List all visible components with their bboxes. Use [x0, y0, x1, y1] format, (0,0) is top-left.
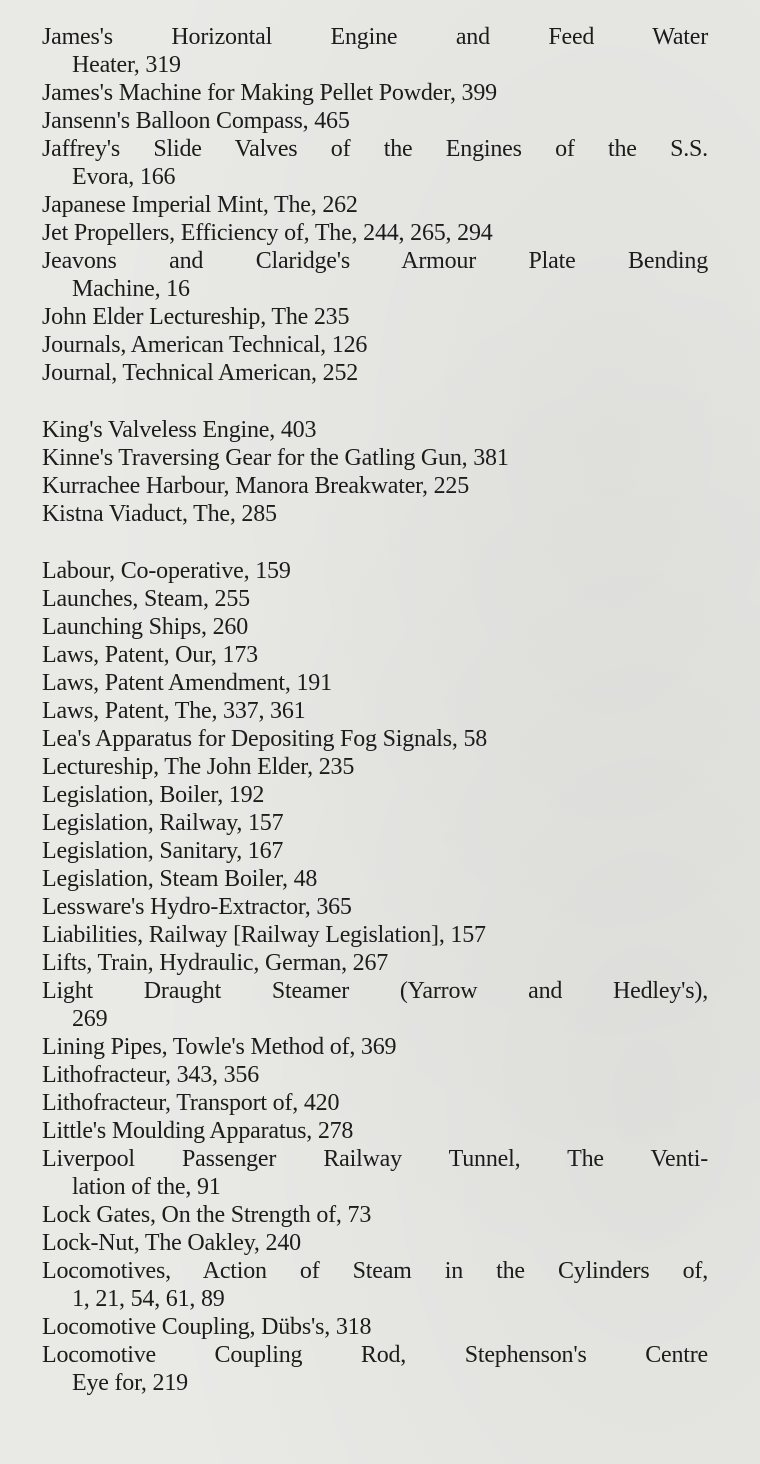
- index-group: [42, 416, 708, 528]
- index-entry: [42, 1201, 708, 1229]
- index-entry: [42, 472, 708, 500]
- index-entry: [42, 1117, 708, 1145]
- entry-text: Kinne's Traversing Gear for the Gatling Gun, 381: [42, 445, 509, 471]
- entry-text: King's Valveless Engine, 403: [42, 417, 317, 443]
- index-entry: [42, 837, 708, 865]
- index-entry: [42, 359, 708, 387]
- index-entry: [42, 921, 708, 949]
- entry-continuation: Machine, 16: [72, 276, 190, 302]
- index-entry: [42, 697, 708, 725]
- index-entry: [42, 641, 708, 669]
- entry-text: Legislation, Sanitary, 167: [42, 838, 284, 864]
- entry-text: Lectureship, The John Elder, 235: [42, 754, 355, 780]
- index-entry: [42, 753, 708, 781]
- entry-text: Locomotive Coupling, Dübs's, 318: [42, 1314, 372, 1340]
- index-entry: [42, 135, 708, 191]
- index-entry: [42, 585, 708, 613]
- entry-text: Labour, Co-operative, 159: [42, 558, 291, 584]
- index-entry: [42, 557, 708, 585]
- index-entry: [42, 1257, 708, 1313]
- entry-text: James's Horizontal Engine and Feed Water: [42, 24, 708, 50]
- entry-text: Light Draught Steamer (Yarrow and Hedley's),: [42, 978, 708, 1004]
- entry-text: Jansenn's Balloon Compass, 465: [42, 108, 350, 134]
- index-group: [42, 23, 708, 387]
- index-group: [42, 557, 708, 1397]
- index-entry: [42, 23, 708, 79]
- entry-text: Lock Gates, On the Strength of, 73: [42, 1202, 372, 1228]
- index-entry: [42, 809, 708, 837]
- entry-text: Laws, Patent, The, 337, 361: [42, 698, 306, 724]
- entry-text: Lea's Apparatus for Depositing Fog Signals, 58: [42, 726, 488, 752]
- entry-text: Kistna Viaduct, The, 285: [42, 501, 277, 527]
- entry-text: Lithofracteur, 343, 356: [42, 1062, 260, 1088]
- entry-text: Japanese Imperial Mint, The, 262: [42, 192, 358, 218]
- entry-continuation: lation of the, 91: [72, 1174, 221, 1200]
- index-entry: [42, 949, 708, 977]
- entry-continuation: Heater, 319: [72, 52, 181, 78]
- index-entry: [42, 1061, 708, 1089]
- index-entry: [42, 1033, 708, 1061]
- index-entry: [42, 781, 708, 809]
- index-entry: [42, 613, 708, 641]
- index-list: [42, 23, 708, 1397]
- index-entry: [42, 725, 708, 753]
- index-entry: [42, 107, 708, 135]
- entry-text: Lithofracteur, Transport of, 420: [42, 1090, 340, 1116]
- index-entry: [42, 1089, 708, 1117]
- index-entry: [42, 865, 708, 893]
- entry-text: Locomotive Coupling Rod, Stephenson's Centre: [42, 1342, 708, 1368]
- entry-text: Kurrachee Harbour, Manora Breakwater, 225: [42, 473, 470, 499]
- entry-continuation: 269: [72, 1006, 108, 1032]
- entry-text: Laws, Patent Amendment, 191: [42, 670, 332, 696]
- entry-text: James's Machine for Making Pellet Powder, 399: [42, 80, 497, 106]
- entry-continuation: Eye for, 219: [72, 1370, 188, 1396]
- entry-text: Journals, American Technical, 126: [42, 332, 368, 358]
- entry-text: Liverpool Passenger Railway Tunnel, The Venti-: [42, 1146, 708, 1172]
- entry-text: Lifts, Train, Hydraulic, German, 267: [42, 950, 389, 976]
- index-entry: [42, 444, 708, 472]
- entry-continuation: Evora, 166: [72, 164, 176, 190]
- entry-text: Launches, Steam, 255: [42, 586, 250, 612]
- index-entry: [42, 1229, 708, 1257]
- entry-text: Liabilities, Railway [Railway Legislation], 157: [42, 922, 486, 948]
- entry-text: Legislation, Railway, 157: [42, 810, 284, 836]
- entry-text: Legislation, Steam Boiler, 48: [42, 866, 318, 892]
- index-entry: [42, 500, 708, 528]
- entry-text: Jeavons and Claridge's Armour Plate Bending: [42, 248, 708, 274]
- entry-text: Jet Propellers, Efficiency of, The, 244, 265, 294: [42, 220, 493, 246]
- entry-continuation: 1, 21, 54, 61, 89: [72, 1286, 225, 1312]
- index-entry: [42, 1313, 708, 1341]
- index-entry: [42, 893, 708, 921]
- entry-text: Little's Moulding Apparatus, 278: [42, 1118, 354, 1144]
- index-entry: [42, 331, 708, 359]
- index-entry: [42, 303, 708, 331]
- index-entry: [42, 79, 708, 107]
- entry-text: Journal, Technical American, 252: [42, 360, 359, 386]
- entry-text: Lock-Nut, The Oakley, 240: [42, 1230, 301, 1256]
- entry-text: Locomotives, Action of Steam in the Cylinders of,: [42, 1258, 708, 1284]
- index-entry: [42, 416, 708, 444]
- index-entry: [42, 1145, 708, 1201]
- entry-text: Legislation, Boiler, 192: [42, 782, 265, 808]
- index-entry: [42, 191, 708, 219]
- entry-text: Launching Ships, 260: [42, 614, 248, 640]
- index-entry: [42, 977, 708, 1033]
- entry-text: Jaffrey's Slide Valves of the Engines of the S.S.: [42, 136, 708, 162]
- index-entry: [42, 219, 708, 247]
- index-entry: [42, 1341, 708, 1397]
- entry-text: Lessware's Hydro-Extractor, 365: [42, 894, 352, 920]
- index-entry: [42, 247, 708, 303]
- entry-text: Laws, Patent, Our, 173: [42, 642, 258, 668]
- entry-text: John Elder Lectureship, The 235: [42, 304, 350, 330]
- index-entry: [42, 669, 708, 697]
- entry-text: Lining Pipes, Towle's Method of, 369: [42, 1034, 397, 1060]
